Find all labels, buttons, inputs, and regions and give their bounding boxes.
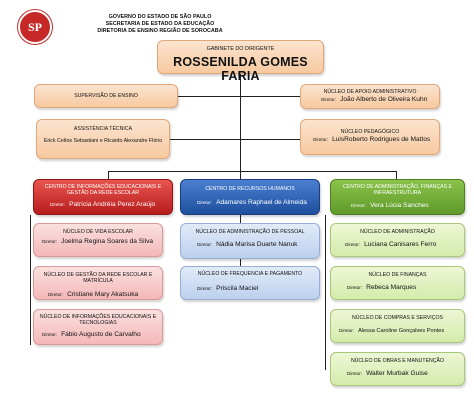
gabinete-box xyxy=(157,40,324,83)
green-item-1-label: Diretor: xyxy=(345,242,361,248)
green-item-4-label: Diretor: xyxy=(347,371,363,377)
green-center-director-row xyxy=(335,202,460,210)
connector-right-staff-2 xyxy=(240,139,300,140)
red-item-3-title: NÚCLEO DE INFORMAÇÕES EDUCACIONAIS E TECNOLOGIAS xyxy=(39,314,157,327)
apoio-name: João Alberto de Oliveira Kuhn xyxy=(340,96,428,104)
pedagogico-label: Diretor: xyxy=(313,137,329,143)
connector-red xyxy=(108,171,109,179)
connector-red-children xyxy=(30,215,31,345)
pedagogico-box xyxy=(300,119,440,155)
red-center-title: CENTRO DE INFORMAÇÕES EDUCACIONAIS E GESTÃO DA REDE ESCOLAR xyxy=(44,184,162,197)
connector-trunk xyxy=(240,74,241,180)
green-item-1 xyxy=(330,223,465,257)
red-item-2-title: NÚCLEO DE GESTÃO DA REDE ESCOLAR E MATRÍCULA xyxy=(43,272,153,285)
apoio-label: Diretor: xyxy=(321,97,337,103)
blue-item-1-label: Diretor: xyxy=(197,242,213,248)
red-item-2-name: Cristiane Mary Akatsuka xyxy=(67,290,139,298)
blue-item-2-label: Diretor: xyxy=(197,286,213,292)
blue-center-box xyxy=(180,179,320,215)
blue-item-2-director-row xyxy=(185,285,315,293)
green-item-3-title: NÚCLEO DE COMPRAS E SERVIÇOS xyxy=(352,315,443,321)
connector-left-staff xyxy=(178,96,240,97)
blue-item-2-title: NÚCLEO DE FREQUENCIA E PAGAMENTO xyxy=(197,271,303,277)
red-item-2-label: Diretor: xyxy=(48,291,64,297)
red-item-1-director-row xyxy=(38,238,158,246)
green-item-1-name: Luciana Canisares Ferro xyxy=(364,241,437,249)
red-item-3-label: Diretor: xyxy=(42,331,58,337)
apoio-box xyxy=(300,84,440,109)
green-center-title: CENTRO DE ADMINISTRAÇÃO, FINANÇAS E INFRAESTRUTURA xyxy=(343,184,452,197)
connector-right-staff xyxy=(240,96,300,97)
green-item-3-name: Alessa Caroline Gonçalves Pontes xyxy=(358,328,445,335)
apoio-director-row xyxy=(307,96,433,104)
supervisao-title: SUPERVISÃO DE ENSINO xyxy=(74,92,138,99)
red-item-2-director-row xyxy=(38,291,158,299)
gabinete-title: GABINETE DO DIRIGENTE xyxy=(206,46,275,52)
assistencia-box xyxy=(36,119,170,159)
green-item-4 xyxy=(330,352,465,386)
blue-item-1-title: NÚCLEO DE ADMINISTRAÇÃO DE PESSOAL xyxy=(195,229,305,235)
pedagogico-title: NÚCLEO PEDAGÓGICO xyxy=(340,129,400,135)
green-item-2 xyxy=(330,266,465,300)
red-center-director-row xyxy=(38,201,168,209)
red-item-1-label: Diretor: xyxy=(42,239,58,245)
green-item-2-label: Diretor: xyxy=(347,285,363,291)
blue-center-name: Adamares Raphael de Almeida xyxy=(216,199,307,207)
green-item-4-title: NÚCLEO DE OBRAS E MANUTENÇÃO xyxy=(350,358,445,364)
blue-item-1-director-row xyxy=(185,241,315,249)
blue-center-title: CENTRO DE RECURSOS HUMANOS xyxy=(205,186,295,192)
assistencia-title: ASSISTÊNCIA TÉCNICA xyxy=(73,126,133,132)
green-item-4-name: Walter Murbak Guise xyxy=(366,370,428,378)
red-item-2 xyxy=(33,266,163,300)
header-line-3: DIRETORIA DE ENSINO REGIÃO DE SOROCABA xyxy=(97,28,223,34)
assistencia-names: Erick Cetlos Sebastiani e Ricardo Alexandre Flório xyxy=(43,138,163,145)
blue-center-director-row xyxy=(185,199,315,207)
green-center-label: Diretor: xyxy=(351,202,367,208)
red-item-1 xyxy=(33,223,163,257)
blue-item-1 xyxy=(180,223,320,259)
red-item-3-name: Fábio Augusto de Carvalho xyxy=(61,330,141,338)
logo-text: SP xyxy=(27,19,42,34)
green-item-2-name: Rebeca Marques xyxy=(366,284,417,292)
red-item-1-name: Joelma Regina Soares da Silva xyxy=(61,238,154,246)
blue-item-2 xyxy=(180,266,320,300)
green-center-name: Vera Lúcia Sanches xyxy=(370,201,429,209)
state-logo xyxy=(18,10,52,44)
green-item-1-director-row xyxy=(335,241,460,249)
header-line-2: SECRETARIA DE ESTADO DA EDUCAÇÃO xyxy=(105,21,215,27)
pedagogico-name: LuisRoberto Rodrigues de Mattos xyxy=(332,136,431,144)
header-text xyxy=(60,14,260,35)
green-item-3-director-row xyxy=(335,327,460,335)
red-item-3 xyxy=(33,309,163,345)
green-center-box xyxy=(330,179,465,215)
blue-center-label: Diretor: xyxy=(197,200,213,206)
green-item-3 xyxy=(330,309,465,343)
red-item-1-title: NÚCLEO DE VIDA ESCOLAR xyxy=(63,229,133,235)
green-item-2-title: NÚCLEO DE FINANÇAS xyxy=(368,272,427,278)
green-item-2-director-row xyxy=(335,284,460,292)
header-line-1: GOVERNO DO ESTADO DE SÃO PAULO xyxy=(108,14,212,20)
blue-item-1-name: Nádia Marisa Duarte Nanuk xyxy=(216,241,298,249)
green-item-3-label: Diretor: xyxy=(339,328,355,334)
pedagogico-director-row xyxy=(305,136,435,144)
supervisao-box xyxy=(34,84,178,108)
red-center-label: Diretor: xyxy=(50,201,66,207)
connector-columns xyxy=(108,171,397,172)
red-item-3-director-row xyxy=(38,331,158,339)
apoio-title: NÚCLEO DE APOIO ADMINISTRATIVO xyxy=(323,89,417,95)
connector-green xyxy=(396,171,397,179)
gabinete-name: ROSSENILDA GOMES FARIA xyxy=(173,55,308,83)
connector-left-staff-2 xyxy=(170,139,240,140)
red-center-box xyxy=(33,179,173,215)
red-center-name: Patrícia Andréia Perez Araújo xyxy=(69,200,156,208)
connector-green-children xyxy=(325,215,326,370)
blue-item-2-name: Priscila Maciel xyxy=(216,285,259,293)
green-item-1-title: NÚCLEO DE ADMINISTRAÇÃO xyxy=(360,229,435,235)
green-item-4-director-row xyxy=(335,370,460,378)
